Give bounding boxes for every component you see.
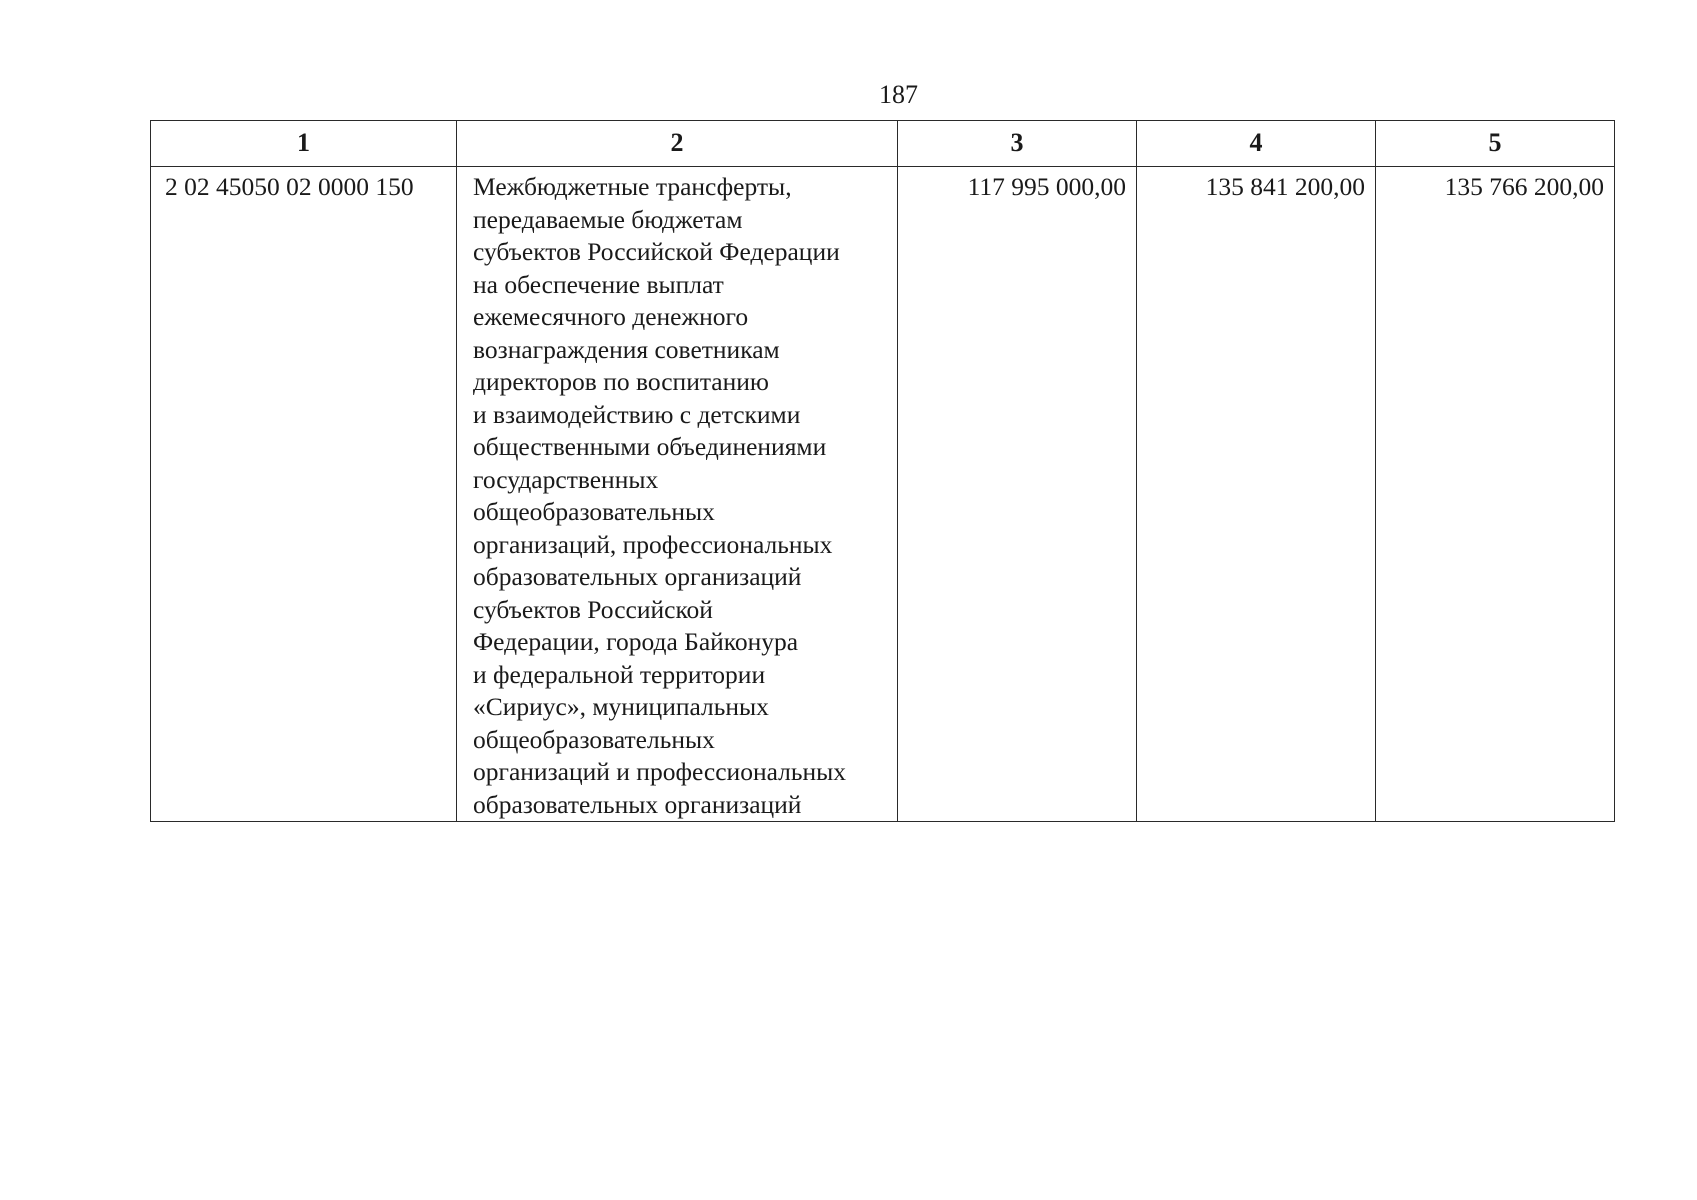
description-line: директоров по воспитанию xyxy=(473,367,769,396)
description-line: организаций, профессиональных xyxy=(473,529,833,559)
amount-column-3: 117 995 000,00 xyxy=(898,167,1137,822)
page-number: 187 xyxy=(879,80,918,109)
description-line: Межбюджетные трансферты, xyxy=(473,172,792,201)
description-line: организаций и профессиональных xyxy=(473,757,847,786)
description-line: субъектов Российской xyxy=(473,594,713,624)
table-row xyxy=(151,167,1615,822)
column-header-4: 4 xyxy=(1137,121,1376,167)
description-line: общеобразовательных xyxy=(473,724,715,754)
description-line: Федерации, города Байконура xyxy=(473,627,799,656)
description-line: «Сириус», муниципальных xyxy=(473,692,769,721)
column-header-5: 5 xyxy=(1376,121,1615,167)
description-line: вознаграждения советникам xyxy=(473,334,780,364)
amount-column-4: 135 841 200,00 xyxy=(1137,167,1376,822)
description-line: ежемесячного денежного xyxy=(473,302,749,331)
description-line: общественными объединениями xyxy=(473,432,827,461)
description-line: передаваемые бюджетам xyxy=(473,204,743,234)
amount-column-5: 135 766 200,00 xyxy=(1376,167,1615,822)
description-line: и взаимодействию с детскими xyxy=(473,399,801,429)
budget-table xyxy=(150,120,1615,822)
table-header-row xyxy=(151,121,1615,167)
column-header-2: 2 xyxy=(457,121,898,167)
description-line: и федеральной территории xyxy=(473,659,766,689)
description-line: образовательных организаций xyxy=(473,562,802,591)
budget-classification-code: 2 02 45050 02 0000 150 xyxy=(151,167,457,822)
description-line: государственных xyxy=(473,464,659,494)
description-line: на обеспечение выплат xyxy=(473,269,724,299)
description-line: субъектов Российской Федерации xyxy=(473,237,840,266)
income-description xyxy=(457,167,898,822)
column-header-3: 3 xyxy=(898,121,1137,167)
column-header-1: 1 xyxy=(151,121,457,167)
description-line: образовательных организаций xyxy=(473,789,802,819)
description-line: общеобразовательных xyxy=(473,497,715,526)
